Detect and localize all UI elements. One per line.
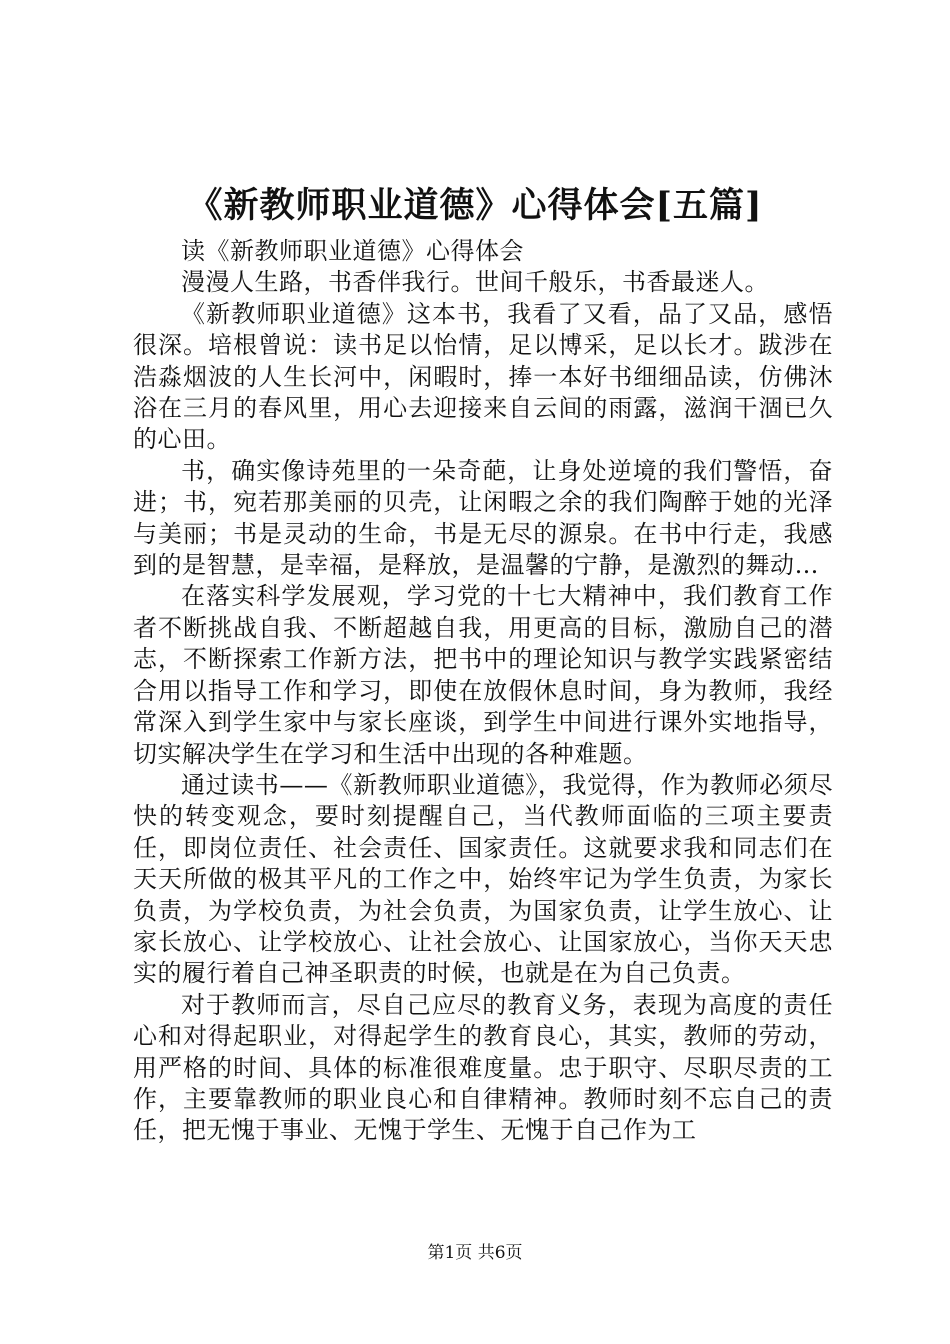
- document-title: 《新教师职业道德》心得体会[五篇]: [187, 185, 763, 226]
- paragraph-subtitle: 读《新教师职业道德》心得体会: [181, 237, 524, 265]
- paragraph: 通过读书——《新教师职业道德》，我觉得，作为教师必须尽快的转变观念，要时刻提醒自己，当代教师面临的三项主要责任，即岗位责任、社会责任、国家责任。这就要求我和同志们在天天所做的极其平凡的工作之中，始终牢记为学生负责，为家长负责，为学校负责，为社会负责，为国家负责，让学生放心、让家长放心、让学校放心、让社会放心、让国家放心，当你天天忠实的履行着自己神圣职责的时候，也就是在为自己负责。: [133, 770, 833, 988]
- paragraph: 在落实科学发展观，学习党的十七大精神中，我们教育工作者不断挑战自我、不断超越自我，用更高的目标，激励自己的潜志，不断探索工作新方法，把书中的理论知识与教学实践紧密结合用以指导工作和学习，即使在放假休息时间，身为教师，我经常深入到学生家中与家长座谈，到学生中间进行课外实地指导，切实解决学生在学习和生活中出现的各种难题。: [133, 582, 833, 768]
- document-body: [133, 236, 833, 1147]
- paragraph: 对于教师而言，尽自己应尽的教育义务，表现为高度的责任心和对得起职业，对得起学生的教育良心，其实，教师的劳动，用严格的时间、具体的标准很难度量。忠于职守、尽职尽责的工作，主要靠教师的职业良心和自律精神。教师时刻不忘自己的责任，把无愧于事业、无愧于学生、无愧于自己作为工: [133, 990, 833, 1145]
- paragraph: 书，确实像诗苑里的一朵奇葩，让身处逆境的我们警悟，奋进；书，宛若那美丽的贝壳，让闲暇之余的我们陶醉于她的光泽与美丽；书是灵动的生命，书是无尽的源泉。在书中行走，我感到的是智慧，是幸福，是释放，是温馨的宁静，是激烈的舞动…: [133, 456, 833, 580]
- paragraph-opening: 漫漫人生路，书香伴我行。世间千般乐，书香最迷人。: [181, 268, 769, 297]
- paragraph: 《新教师职业道德》这本书，我看了又看，品了又品，感悟很深。培根曾说：读书足以怡情，足以博采，足以长才。跋涉在浩淼烟波的人生长河中，闲暇时，捧一本好书细细品读，仿佛沐浴在三月的春风里，用心去迎接来自云间的雨露，滋润干涸已久的心田。: [133, 299, 833, 454]
- page-number-footer: 第1页 共6页: [427, 1243, 523, 1263]
